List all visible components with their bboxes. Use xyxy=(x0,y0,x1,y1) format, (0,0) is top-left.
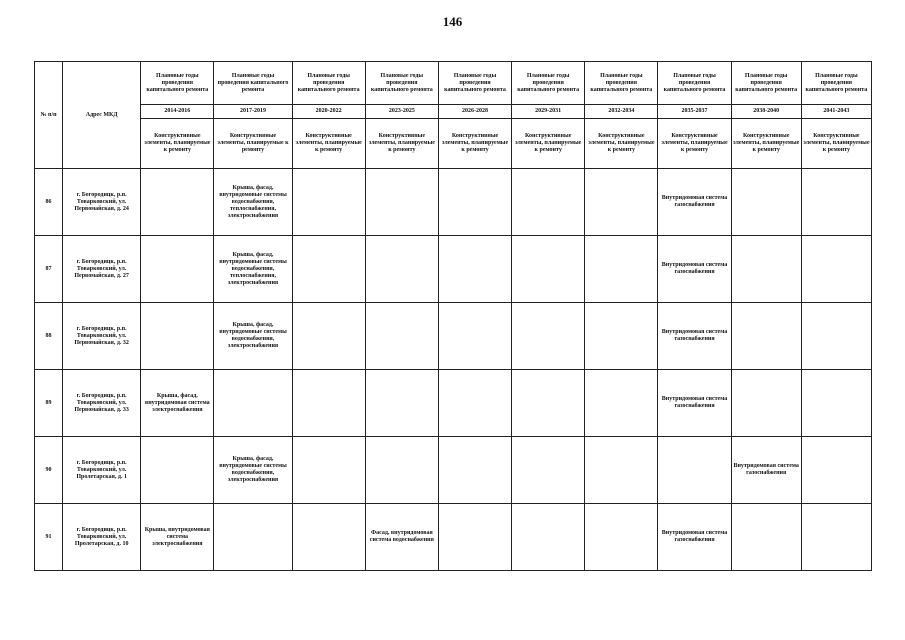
repair-elements-cell: Внутридомовая система газоснабжения xyxy=(658,370,731,437)
repair-elements-cell xyxy=(801,303,871,370)
row-number: 90 xyxy=(35,437,63,504)
repair-elements-cell: Фасад, внутридомовая система водоснабжения xyxy=(365,504,438,571)
header-row-periods xyxy=(35,105,872,119)
repair-elements-cell: Крыша, фасад, внутридомовые системы водоснабжения, электроснабжения xyxy=(214,437,292,504)
repair-elements-cell xyxy=(512,370,585,437)
repair-elements-cell xyxy=(438,370,511,437)
page-number: 146 xyxy=(442,14,463,29)
repair-elements-cell xyxy=(731,370,801,437)
repair-elements-cell xyxy=(658,437,731,504)
repair-elements-cell xyxy=(292,169,365,236)
repair-elements-cell xyxy=(438,437,511,504)
row-number: 88 xyxy=(35,303,63,370)
elements-header: Конструктивные элементы, планируемые к ремонту xyxy=(438,119,511,169)
capital-repair-plan-table xyxy=(34,61,872,571)
repair-elements-cell: Внутридомовая система газоснабжения xyxy=(658,303,731,370)
row-number: 86 xyxy=(35,169,63,236)
repair-elements-cell: Крыша, фасад, внутридомовые системы водоснабжения, теплоснабжения, электроснабжения xyxy=(214,236,292,303)
col-address-header: Адрес МКД xyxy=(63,62,141,169)
repair-elements-cell xyxy=(585,370,658,437)
table-row xyxy=(35,504,872,571)
repair-elements-cell xyxy=(141,303,214,370)
plan-header: Плановые годы проведения капитального ремонта xyxy=(731,62,801,105)
period-header: 2020-2022 xyxy=(292,105,365,119)
period-header: 2032-2034 xyxy=(585,105,658,119)
row-address: г. Богородицк, р.п. Товарковский, ул. Первомайская, д. 33 xyxy=(63,370,141,437)
header-row-elements xyxy=(35,119,872,169)
repair-elements-cell xyxy=(585,504,658,571)
repair-elements-cell xyxy=(512,169,585,236)
repair-elements-cell xyxy=(512,236,585,303)
repair-elements-cell xyxy=(141,169,214,236)
header-row-plan xyxy=(35,62,872,105)
repair-elements-cell xyxy=(292,437,365,504)
period-header: 2038-2040 xyxy=(731,105,801,119)
plan-header: Плановые годы проведения капитального ремонта xyxy=(801,62,871,105)
row-address: г. Богородицк, р.п. Товарковский, ул. Первомайская, д. 24 xyxy=(63,169,141,236)
period-header: 2035-2037 xyxy=(658,105,731,119)
repair-elements-cell xyxy=(292,236,365,303)
row-number: 87 xyxy=(35,236,63,303)
col-num-header: № п/п xyxy=(35,62,63,169)
elements-header: Конструктивные элементы, планируемые к ремонту xyxy=(512,119,585,169)
table-row xyxy=(35,236,872,303)
repair-elements-cell xyxy=(731,504,801,571)
repair-elements-cell xyxy=(585,236,658,303)
period-header: 2023-2025 xyxy=(365,105,438,119)
repair-elements-cell: Внутридомовая система газоснабжения xyxy=(731,437,801,504)
row-address: г. Богородицк, р.п. Товарковский, ул. Пролетарская, д. 10 xyxy=(63,504,141,571)
repair-elements-cell xyxy=(292,303,365,370)
repair-elements-cell: Крыша, фасад, внутридомовые системы водоснабжения, теплоснабжения, электроснабжения xyxy=(214,169,292,236)
table-row xyxy=(35,437,872,504)
plan-header: Плановые годы проведения капитального ремонта xyxy=(512,62,585,105)
repair-elements-cell xyxy=(801,169,871,236)
repair-elements-cell xyxy=(585,169,658,236)
period-header: 2026-2028 xyxy=(438,105,511,119)
repair-elements-cell xyxy=(214,370,292,437)
plan-header: Плановые годы проведения капитального ремонта xyxy=(292,62,365,105)
repair-elements-cell xyxy=(801,504,871,571)
plan-header: Плановые годы проведения капитального ремонта xyxy=(141,62,214,105)
period-header: 2029-2031 xyxy=(512,105,585,119)
table-row xyxy=(35,303,872,370)
period-header: 2017-2019 xyxy=(214,105,292,119)
table-row xyxy=(35,169,872,236)
repair-elements-cell xyxy=(292,370,365,437)
row-address: г. Богородицк, р.п. Товарковский, ул. Пролетарская, д. 1 xyxy=(63,437,141,504)
repair-elements-cell xyxy=(512,303,585,370)
repair-elements-cell xyxy=(214,504,292,571)
row-address: г. Богородицк, р.п. Товарковский, ул. Первомайская, д. 27 xyxy=(63,236,141,303)
plan-header: Плановые годы проведения капитального ремонта xyxy=(438,62,511,105)
repair-elements-cell xyxy=(512,504,585,571)
repair-elements-cell xyxy=(585,437,658,504)
elements-header: Конструктивные элементы, планируемые к ремонту xyxy=(658,119,731,169)
repair-elements-cell xyxy=(141,437,214,504)
repair-elements-cell xyxy=(438,504,511,571)
row-number: 91 xyxy=(35,504,63,571)
plan-header: Плановые годы проведения капитального ремонта xyxy=(585,62,658,105)
period-header: 2014-2016 xyxy=(141,105,214,119)
repair-elements-cell xyxy=(365,236,438,303)
plan-header: Плановые годы проведения капитального ремонта xyxy=(214,62,292,105)
row-address: г. Богородицк, р.п. Товарковский, ул. Первомайская, д. 32 xyxy=(63,303,141,370)
repair-elements-cell: Крыша, внутридомовая система электроснабжения xyxy=(141,504,214,571)
repair-elements-cell: Крыша, фасад, внутридомовая система электроснабжения xyxy=(141,370,214,437)
period-header: 2041-2043 xyxy=(801,105,871,119)
repair-elements-cell: Крыша, фасад, внутридомовые системы водоснабжения, электроснабжения xyxy=(214,303,292,370)
repair-elements-cell xyxy=(801,370,871,437)
repair-elements-cell xyxy=(731,236,801,303)
elements-header: Конструктивные элементы, планируемые к ремонту xyxy=(585,119,658,169)
repair-elements-cell xyxy=(731,169,801,236)
elements-header: Конструктивные элементы, планируемые к ремонту xyxy=(365,119,438,169)
repair-elements-cell: Внутридомовая система газоснабжения xyxy=(658,169,731,236)
elements-header: Конструктивные элементы, планируемые к ремонту xyxy=(292,119,365,169)
repair-elements-cell xyxy=(365,169,438,236)
repair-elements-cell xyxy=(365,437,438,504)
repair-elements-cell xyxy=(438,236,511,303)
repair-elements-cell xyxy=(801,236,871,303)
repair-elements-cell: Внутридомовая система газоснабжения xyxy=(658,236,731,303)
elements-header: Конструктивные элементы, планируемые к ремонту xyxy=(801,119,871,169)
repair-elements-cell xyxy=(292,504,365,571)
repair-elements-cell xyxy=(585,303,658,370)
plan-header: Плановые годы проведения капитального ремонта xyxy=(365,62,438,105)
repair-elements-cell xyxy=(512,437,585,504)
repair-elements-cell xyxy=(801,437,871,504)
elements-header: Конструктивные элементы, планируемые к ремонту xyxy=(214,119,292,169)
repair-elements-cell xyxy=(438,169,511,236)
table-row xyxy=(35,370,872,437)
repair-elements-cell xyxy=(365,370,438,437)
repair-elements-cell xyxy=(731,303,801,370)
repair-elements-cell xyxy=(365,303,438,370)
repair-elements-cell xyxy=(438,303,511,370)
elements-header: Конструктивные элементы, планируемые к ремонту xyxy=(731,119,801,169)
elements-header: Конструктивные элементы, планируемые к ремонту xyxy=(141,119,214,169)
repair-elements-cell xyxy=(141,236,214,303)
row-number: 89 xyxy=(35,370,63,437)
repair-elements-cell: Внутридомовая система газоснабжения xyxy=(658,504,731,571)
plan-header: Плановые годы проведения капитального ремонта xyxy=(658,62,731,105)
